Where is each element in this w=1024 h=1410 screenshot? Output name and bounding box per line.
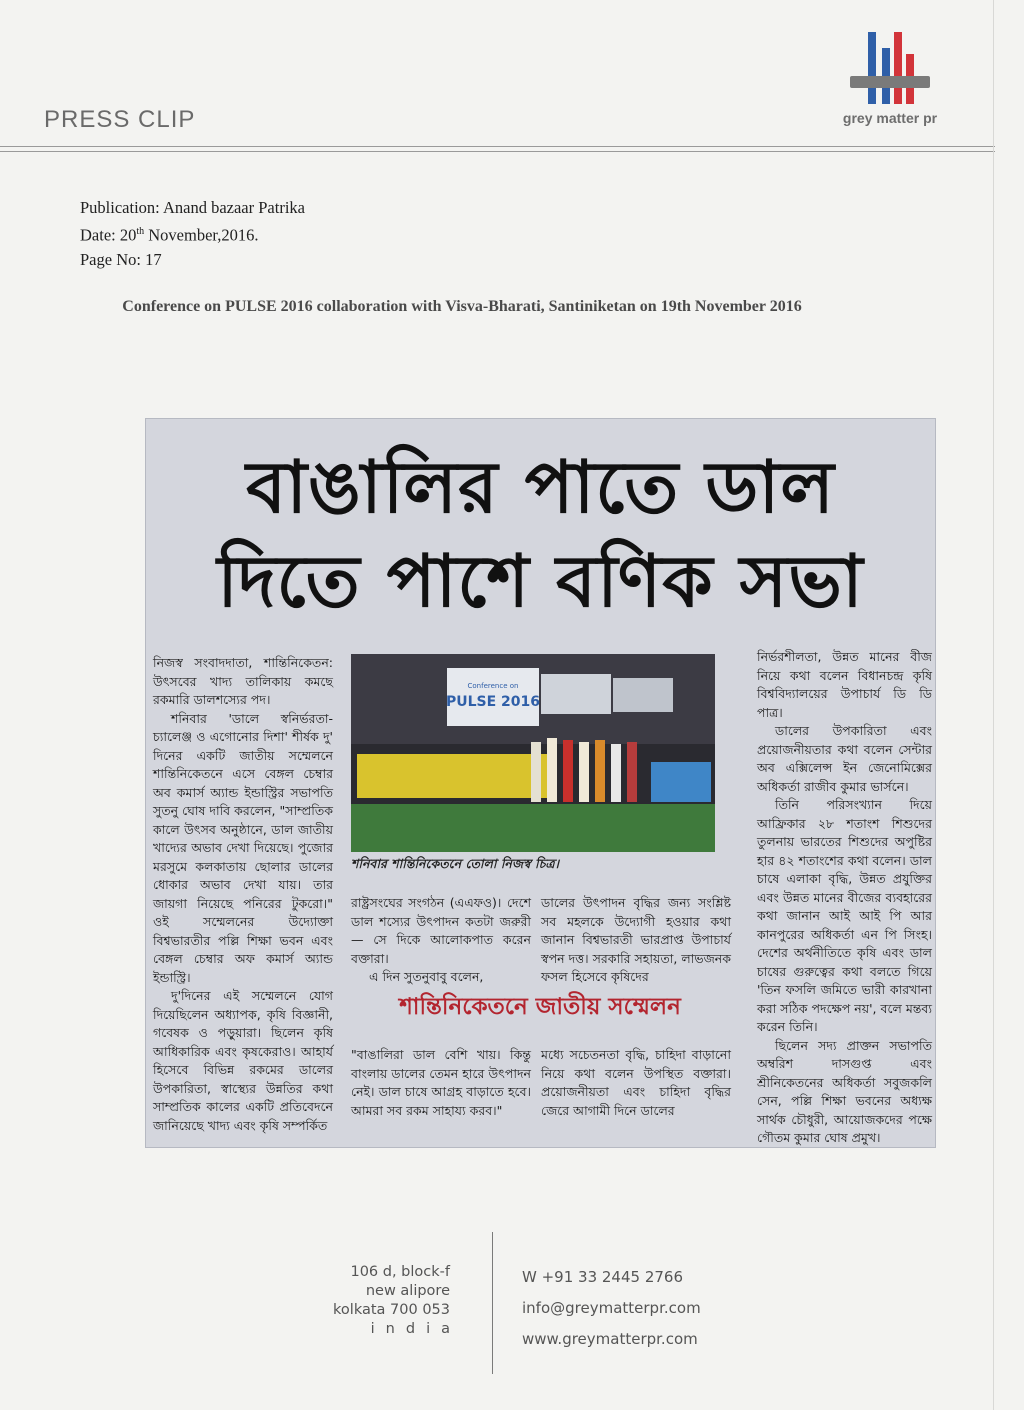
footer-email[interactable]: info@greymatterpr.com: [522, 1299, 701, 1317]
conference-photo: [351, 654, 715, 852]
column-4-paragraph-4: ছিলেন সদ্য প্রাক্তন সভাপতি অম্বরিশ দাসগুপ্ত এবং শ্রীনিকেতনের অধিকর্তা সবুজকলি সেন, পল্লি শিক্ষা ভবনের অধ্যক্ষ সার্থক চৌধুরী, আয়োজকদের পক্ষে গৌতম কুমার ঘোষ প্রমুখ।: [757, 1037, 932, 1145]
page-edge: [993, 0, 994, 1410]
column-1-paragraph-1: নিজস্ব সংবাদদাতা, শান্তিনিকেতন: উৎসবের খাদ্য তালিকায় কমছে রকমারি ডালশস্যের পদ।: [153, 655, 333, 707]
address-line-1: 106 d, block-f: [350, 1264, 450, 1280]
column-4-paragraph-2: ডালের উপকারিতা এবং প্রয়োজনীয়তার কথা বলেন সেন্টার অব এক্সিলেন্স ইন জেনোমিক্সের অধিকর্তা রাজীব কুমার ভার্সনে।: [757, 723, 932, 794]
header-rule-bottom: [0, 151, 995, 152]
press-clip-label: PRESS CLIP: [44, 106, 196, 133]
date-suffix: th: [136, 226, 145, 237]
clip-title: Conference on PULSE 2016 collaboration with Visva-Bharati, Santiniketan on 19th November 2016: [122, 298, 802, 315]
article-column-3: [541, 894, 731, 987]
page-line: [80, 248, 305, 272]
article-column-4: [757, 648, 932, 1148]
column-3-lower-paragraph: মধ্যে সচেতনতা বৃদ্ধি, চাহিদা বাড়ানো নিয়ে কথা বলেন উপস্থিত বক্তারা। প্রয়োজনীয়তা এবং চাহিদা বৃদ্ধির জেরে আগামী দিনে ডালের: [541, 1047, 731, 1118]
date-label: Date:: [80, 225, 116, 245]
brand-name: grey matter pr: [842, 110, 938, 126]
meta-block: [80, 196, 305, 272]
quote-paragraph: "বাঙালিরা ডাল বেশি খায়। কিন্তু বাংলায় ডালের তেমন হারে উৎপাদন নেই। ডাল চাষে আগ্রহ বাড়াতে হবে। আমরা সব রকম সাহায্য করব।": [351, 1047, 531, 1118]
article-column-2-lower: [351, 1046, 531, 1120]
address-line-3: kolkata 700 053: [333, 1302, 450, 1318]
footer-divider: [492, 1232, 493, 1374]
date-rest: November,2016.: [148, 225, 259, 245]
column-4-paragraph-3: তিনি পরিসংখ্যান দিয়ে আফ্রিকার ২৮ শতাংশ শিশুদের তুলনায় ভারতের শিশুদের অপুষ্টির হার ৪২ শতাংশের কথা বলেন। ডাল চাষে এলাকা বৃদ্ধি, উন্নত প্রযুক্তির এবং উন্নত মানের বীজের ব্যবহারের কথা জানান আই আই পি আর কানপুরের অধিকর্তা এন পি সিংহ। দেশের অর্থনীতিতে কৃষি এবং ডাল চাষের গুরুত্বের কথা বলতে গিয়ে 'তিন ফসলি জমিতে ভারী কারখানা করা সঠিক পদক্ষেপ নয়', বলে মন্তব্য করেন তিনি।: [757, 797, 932, 1034]
column-1-paragraph-2: শনিবার 'ডালে স্বনির্ভরতা- চ্যালেঞ্জ ও এগোনোর দিশা' শীর্ষক দু' দিনের একটি জাতীয় সম্মেলনে শান্তিনিকেতনে এসে বেঙ্গল চেম্বার অব কমার্স অ্যান্ড ইন্ডাস্ট্রির সভাপতি সুতনু ঘোষ দাবি করলেন, "সাম্প্রতিক কালে উৎসব অনুষ্ঠানে, ডাল জাতীয় খাদ্যের অভাব দেখা দিয়েছে। পুজোর মরসুমে কলকাতায় ছোলার ডালের ধোকার অভাব দেখা যায়। তার জায়গা নিয়েছে পনিরের টুকরো।" ওই সম্মেলনের উদ্যোক্তা বিশ্বভারতীর পল্লি শিক্ষা ভবন এবং বেঙ্গল চেম্বার অফ কমার্স অ্যান্ড ইন্ডাস্ট্রি।: [153, 710, 333, 985]
publication-label: Publication:: [80, 198, 160, 217]
article-headline: [145, 440, 936, 628]
date-line: [80, 220, 305, 248]
column-3-paragraph-1: ডালের উৎপাদন বৃদ্ধির জন্য সংশ্লিষ্ট সব মহলকে উদ্যোগী হওয়ার কথা জানান বিশ্বভারতী ভারপ্রাপ্ত উপাচার্য স্বপন দত্ত। সরকারি সহায়তা, লাভজনক ফসল হিসেবে কৃষিদের: [541, 895, 731, 984]
banner-text-1: Conference on: [467, 682, 519, 690]
headline-line-2: দিতে পাশে বণিক সভা: [217, 539, 864, 623]
footer-address: [300, 1263, 461, 1339]
column-1-paragraph-3: দু'দিনের এই সম্মেলনে যোগ দিয়েছিলেন অধ্যাপক, কৃষি বিজ্ঞানী, গবেষক ও পড়ুয়ারা। ছিলেন কৃষি আধিকারিক এবং কৃষকেরাও। আহার্য হিসেবে বিভিন্ন রকমের ডালের উপকারিতা, স্বাস্থ্যের উন্নতির কথা সাম্প্রতিক কালের একটি প্রতিবেদনে জানিয়েছে খাদ্য এবং কৃষি সম্পর্কিত: [153, 988, 333, 1133]
publication-value: Anand bazaar Patrika: [162, 198, 305, 217]
article-column-3-lower: [541, 1046, 731, 1120]
headline-line-1: বাঙালির পাতে ডাল: [246, 445, 835, 529]
article-column-1: [153, 654, 333, 1135]
date-day: 20: [119, 225, 137, 245]
photo-caption: শনিবার শান্তিনিকেতনে তোলা নিজস্ব চিত্র।: [351, 856, 559, 871]
address-line-4: india: [370, 1321, 461, 1337]
column-2-paragraph-1: রাষ্ট্রসংঘের সংগঠন (এএফও)। দেশে ডাল শস্যের উৎপাদন কতটা জরুরী— সে দিকে আলোকপাত করেন বক্তারা।: [351, 895, 531, 966]
article-subhead: শান্তিনিকেতনে জাতীয় সম্মেলন: [399, 994, 681, 1020]
banner-text-2: PULSE 2016: [445, 694, 541, 710]
page-label: Page No:: [80, 249, 141, 269]
newspaper-clipping: [145, 418, 936, 1148]
footer-website[interactable]: www.greymatterpr.com: [522, 1330, 698, 1348]
header-rule-top: [0, 146, 995, 147]
article-column-2: [351, 894, 531, 987]
column-4-paragraph-1: নির্ভরশীলতা, উন্নত মানের বীজ নিয়ে কথা বলেন বিধানচন্দ্র কৃষি বিশ্ববিদ্যালয়ের উপাচার্য ডি ডি পাত্র।: [757, 649, 932, 720]
publication-line: [80, 196, 305, 220]
address-line-2: new alipore: [365, 1283, 450, 1299]
footer-contact: [522, 1262, 701, 1355]
column-2-paragraph-2: এ দিন সুতনুবাবু বলেন,: [369, 969, 484, 984]
page-value: 17: [145, 249, 162, 269]
footer-phone: W +91 33 2445 2766: [522, 1268, 683, 1286]
